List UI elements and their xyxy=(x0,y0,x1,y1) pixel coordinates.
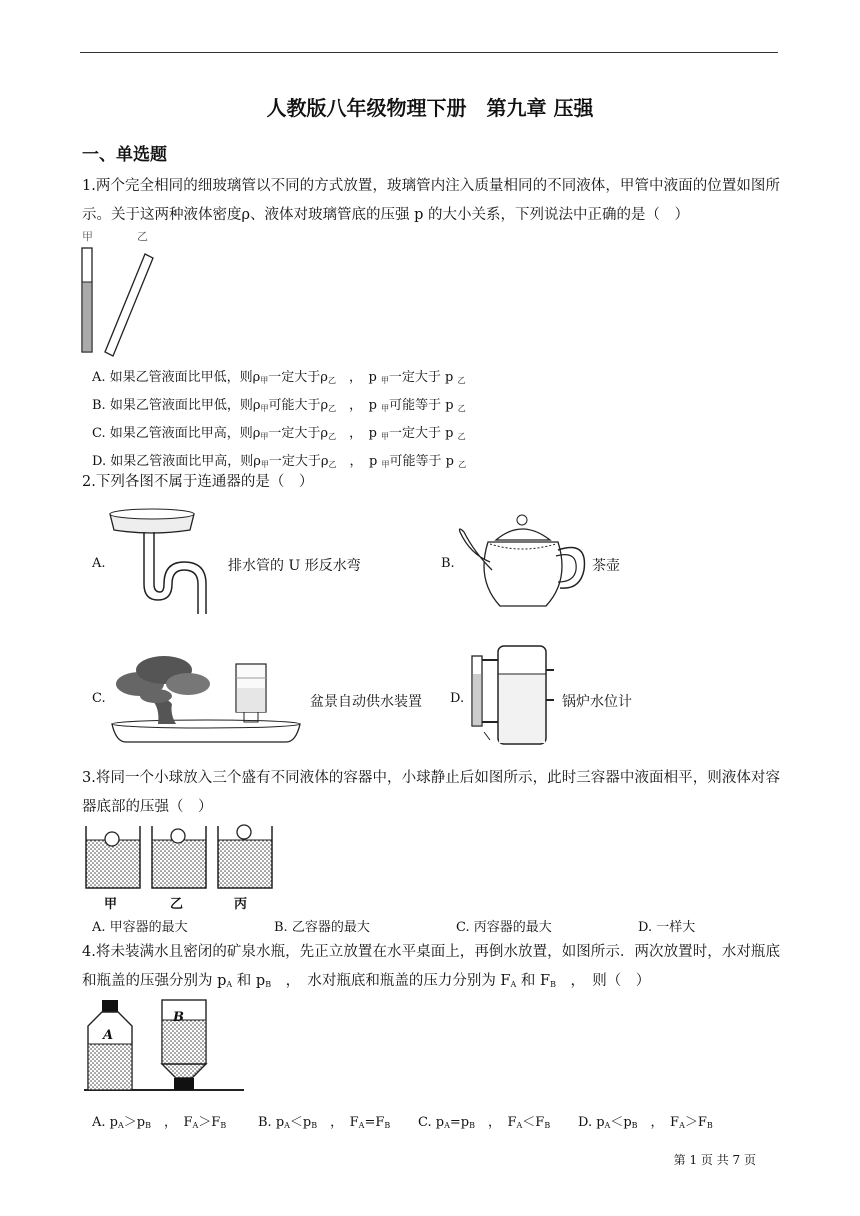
q2-caption-a: 排水管的 U 形反水弯 xyxy=(228,558,361,574)
q2-letter-d[interactable]: D. xyxy=(450,691,465,706)
q4-label-a: A xyxy=(103,1028,114,1043)
u-trap-drain-figure xyxy=(104,506,216,618)
section-heading: 一、单选题 xyxy=(82,145,167,165)
header-rule xyxy=(80,52,778,53)
q3-containers-figure xyxy=(84,826,280,892)
q3-label-yi: 乙 xyxy=(170,897,184,912)
q3-label-jia: 甲 xyxy=(104,897,118,912)
q3-option-a[interactable]: A. 甲容器的最大 xyxy=(92,920,188,935)
q3-option-d[interactable]: D. 一样大 xyxy=(638,920,696,935)
q4-option-c[interactable]: C. $p_A=p_B$ ， $F_A<F_B$ xyxy=(418,1115,551,1130)
q3-label-bing: 丙 xyxy=(234,897,248,912)
q4-label-b: B xyxy=(173,1010,184,1025)
question-1-stem: 1.两个完全相同的细玻璃管以不同的方式放置，玻璃管内注入质量相同的不同液体，甲管中液面的位置如图所示。关于这两种液体密度ρ、液体对玻璃管底的压强 p 的大小关系，下列说法中正确的是（ ） xyxy=(82,178,780,223)
question-3-stem: 3.将同一个小球放入三个盛有不同液体的容器中，小球静止后如图所示，此时三容器中液面相平，则液体对容器底部的压强（ ） xyxy=(82,770,780,815)
page-footer: 第 1 页 共 7 页 xyxy=(673,1153,756,1167)
boiler-gauge-figure xyxy=(464,640,560,750)
q1-option-b[interactable]: B. 如果乙管液面比甲低，则$\rho_甲$可能大于$\rho_乙$ ， p $_甲$可能等于 p $_乙$ xyxy=(92,398,466,413)
q2-letter-b[interactable]: B. xyxy=(441,556,455,571)
q4-bottles-figure xyxy=(84,998,244,1100)
q3-option-c[interactable]: C. 丙容器的最大 xyxy=(456,920,552,935)
q2-letter-a[interactable]: A. xyxy=(92,556,106,571)
q1-option-c[interactable]: C. 如果乙管液面比甲高，则$\rho_甲$一定大于$\rho_乙$ ， p $_甲$一定大于 p $_乙$ xyxy=(92,426,466,441)
question-4-stem: 4.将未装满水且密闭的矿泉水瓶，先正立放置在水平桌面上，再倒水放置，如图所示．两次放置时，水对瓶底和瓶盖的压强分别为 $p_A$ 和 $p_B$ ， 水对瓶底和瓶盖的压力分别为 $F_A$ 和 $F_B$ ， 则（ ） xyxy=(82,944,780,989)
q1-label-jia: 甲 xyxy=(82,230,93,243)
q1-label-yi: 乙 xyxy=(137,230,148,243)
q2-caption-b: 茶壶 xyxy=(592,558,620,574)
q2-letter-c[interactable]: C. xyxy=(92,691,106,706)
bonsai-auto-water-figure xyxy=(110,648,306,748)
q3-option-b[interactable]: B. 乙容器的最大 xyxy=(274,920,370,935)
q2-caption-d: 锅炉水位计 xyxy=(562,694,632,710)
q1-tubes-figure xyxy=(78,244,158,356)
q4-option-d[interactable]: D. $p_A<p_B$ ， $F_A>F_B$ xyxy=(578,1115,713,1130)
q4-option-b[interactable]: B. $p_A<p_B$ ， $F_A=F_B$ xyxy=(258,1115,391,1130)
page-title: 人教版八年级物理下册 第九章 压强 xyxy=(266,96,594,120)
q1-option-a[interactable]: A. 如果乙管液面比甲低，则$\rho_甲$一定大于$\rho_乙$ ， p $_甲$一定大于 p $_乙$ xyxy=(92,370,466,385)
q4-option-a[interactable]: A. $p_A>p_B$ ， $F_A>F_B$ xyxy=(92,1115,227,1130)
q2-caption-c: 盆景自动供水装置 xyxy=(310,694,422,710)
q1-option-d[interactable]: D. 如果乙管液面比甲高，则$\rho_甲$一定大于$\rho_乙$ ， p $_甲$可能等于 p $_乙$ xyxy=(92,454,467,469)
teapot-figure xyxy=(456,510,596,614)
question-2-stem: 2.下列各图不属于连通器的是（ ） xyxy=(82,474,314,490)
